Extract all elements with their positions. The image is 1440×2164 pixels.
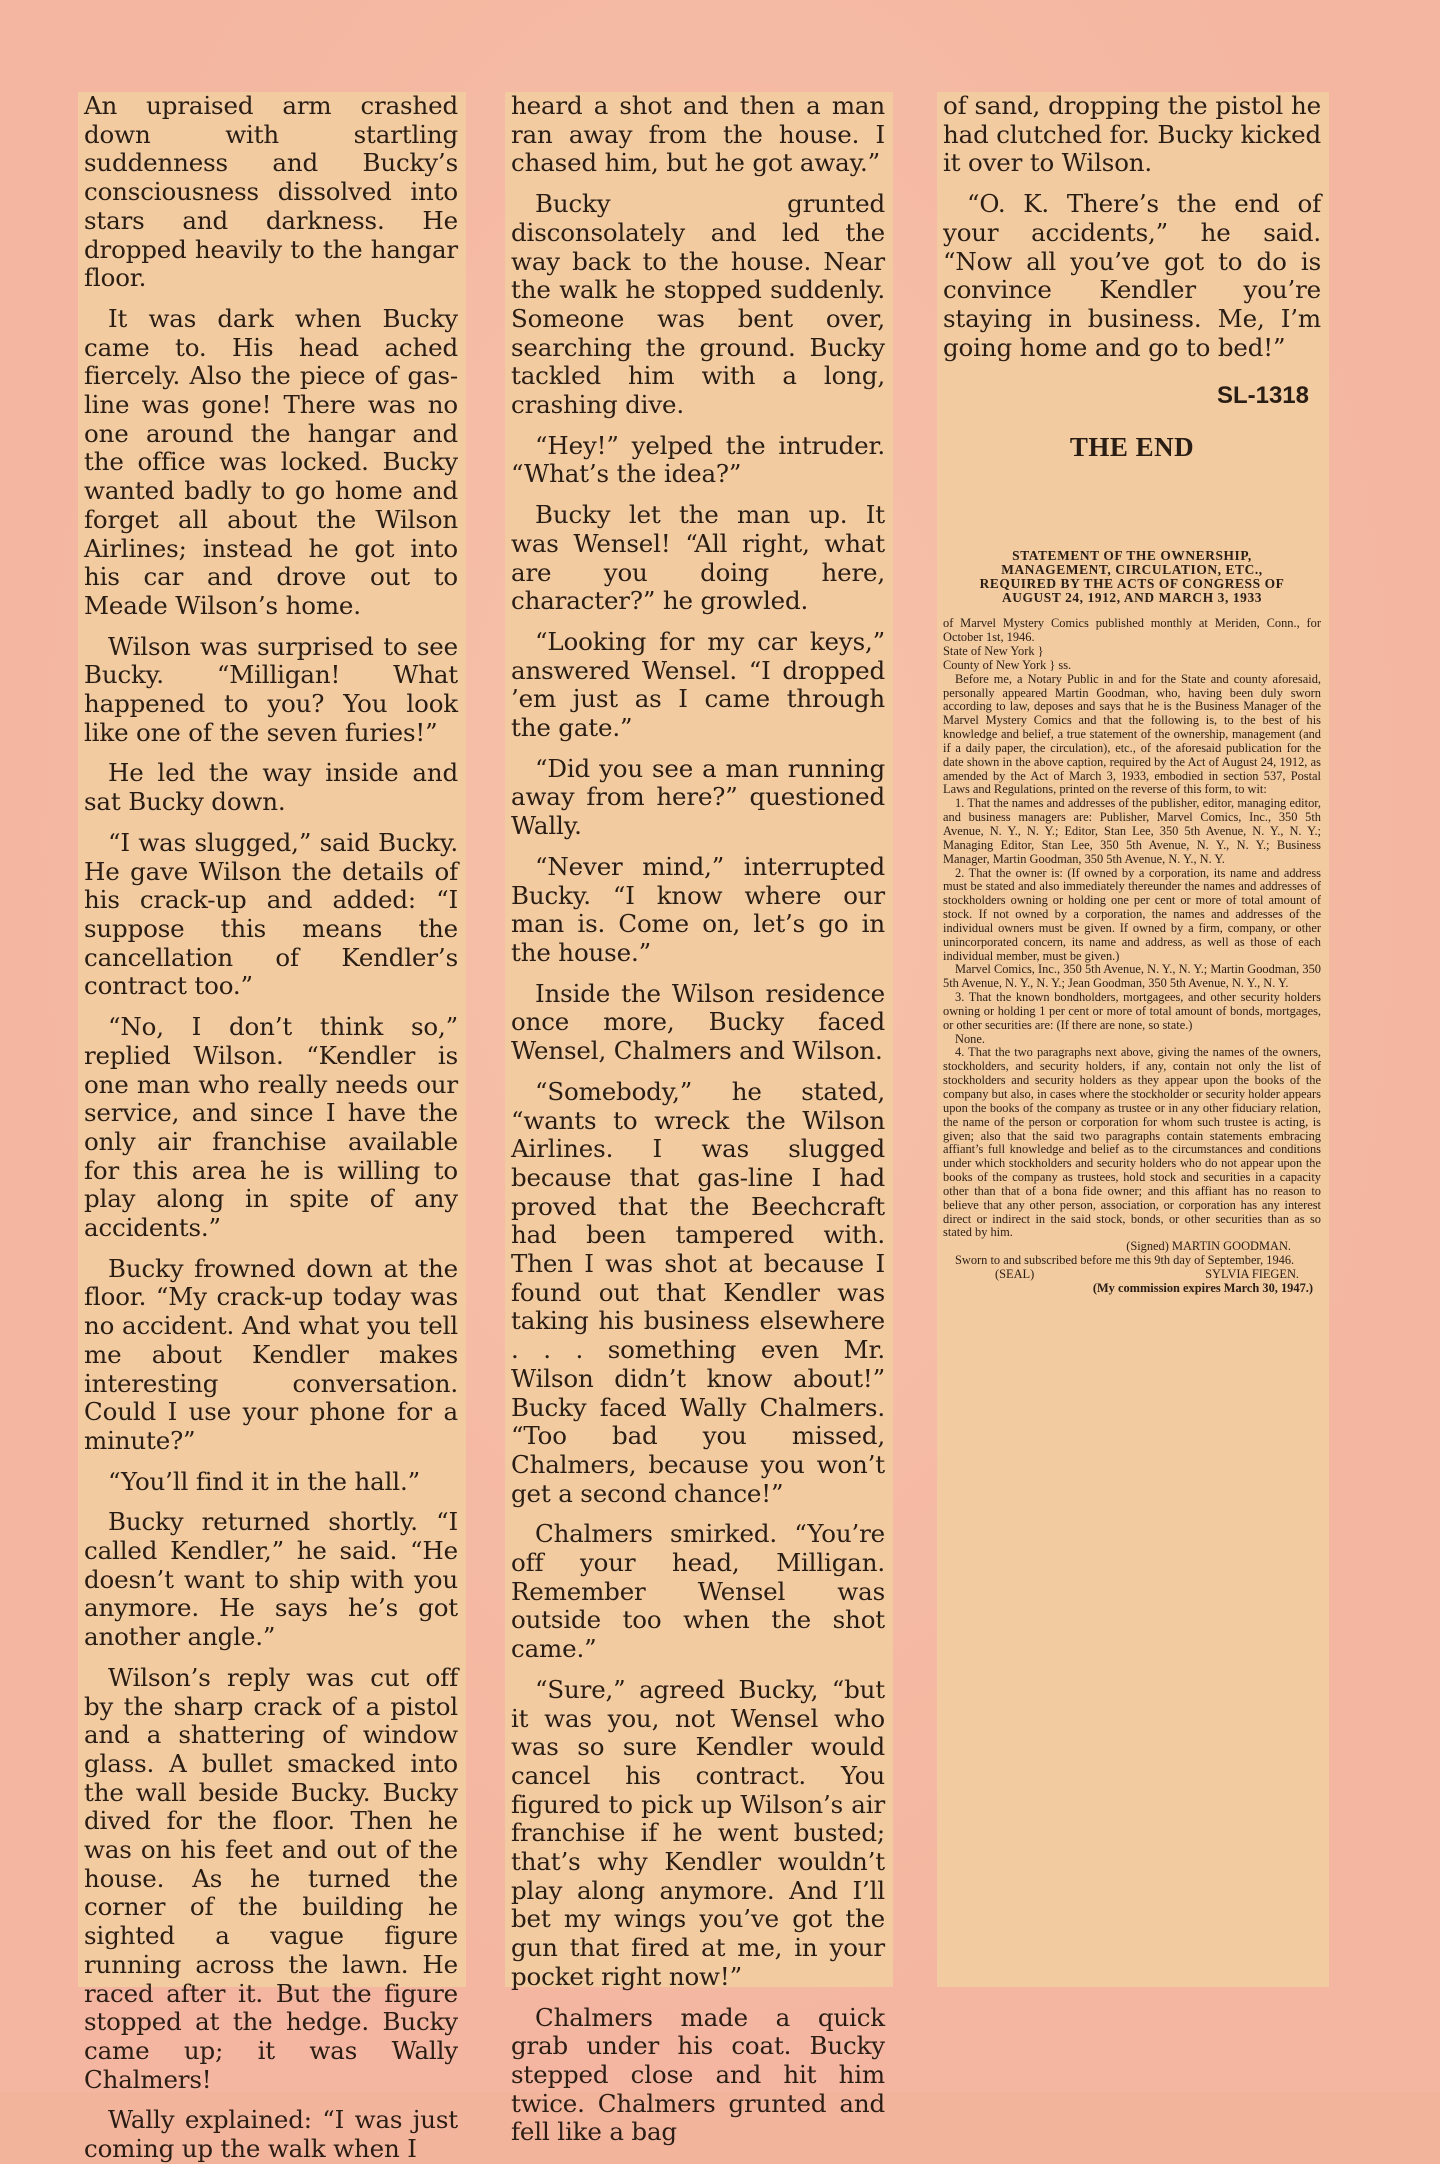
statement-para-4: 4. That the two paragraphs next above, giving the names of the owners, stockholders, and security holders, if any, contain not only the list of stockholders and security holders as they appear upon the books of the company but also, in cases where the stockholder or security holder appears upon the books of the company as trustee or in any other fiduciary relation, the name of the person or corporation for whom such trustee is acting, is given; also that the said two paragraphs contain statements embracing affiant’s full knowledge and belief as to the circumstances and conditions under which stockholders and security holders who do not appear upon the books of the company as trustees, hold stock and securities in a capacity other than that of a bona fide owner; and this affiant has no reason to believe that any other person, association, or corporation has any interest direct or indirect in the said stock, bonds, or other securities than as so stated by him. — [943, 1045, 1321, 1240]
story-paragraph: “Looking for my car keys,” answered Wensel. “I dropped ’em just as I came through the gate.” — [511, 626, 885, 743]
seal-label: (SEAL) — [995, 1266, 1035, 1281]
story-paragraph: An upraised arm crashed down with startling suddenness and Bucky’s consciousness dissolved into stars and darkness. He dropped heavily to the hangar floor. — [84, 91, 458, 293]
story-paragraph: heard a shot and then a man ran away from the house. I chased him, but he got away.” — [511, 91, 885, 178]
statement-state-line: State of New York } — [943, 644, 1044, 659]
statement-intro: of Marvel Mystery Comics published monthly at Meriden, Conn., for October 1st, 1946. — [943, 616, 1321, 645]
story-paragraph: “I was slugged,” said Bucky. He gave Wilson the details of his crack-up and added: “I suppose this means the cancellation of Kendler’s contract too.” — [84, 827, 458, 1001]
statement-signature: (Signed) MARTIN GOODMAN. — [1126, 1239, 1291, 1254]
statement-heading-line: REQUIRED BY THE ACTS OF CONGRESS OF — [979, 576, 1285, 592]
story-code: SL-1318 — [1216, 382, 1309, 410]
story-paragraph: Chalmers made a quick grab under his coat. Bucky stepped close and hit him twice. Chalmers grunted and fell like a bag — [511, 2002, 885, 2147]
story-paragraph: Wilson was surprised to see Bucky. “Milligan! What happened to you? You look like one of the seven furies!” — [84, 631, 458, 747]
commission-expiry: (My commission expires March 30, 1947.) — [1092, 1280, 1313, 1295]
story-paragraph: Bucky let the man up. It was Wensel! “All right, what are you doing here, character?” he growled. — [511, 500, 885, 616]
story-paragraph: “You’ll find it in the hall.” — [108, 1466, 420, 1496]
statement-para-3-answer: None. — [955, 1031, 985, 1046]
statement-county-line: County of New York } ss. — [943, 657, 1072, 672]
story-paragraph: “Somebody,” he stated, “wants to wreck the Wilson Airlines. I was slugged because that gas-line I had proved that the Beechcraft had been tampered with. Then I was shot at because I found out that Kendler was taking his business elsewhere . . . something even Mr. Wilson didn’t know about!” Bucky faced Wally Chalmers. “Too bad you missed, Chalmers, because you won’t get a second chance!” — [511, 1076, 885, 1508]
story-column-2 — [505, 91, 893, 2147]
statement-heading-line: MANAGEMENT, CIRCULATION, ETC., — [1001, 562, 1263, 578]
story-paragraph: Wally explained: “I was just coming up the walk when I — [84, 2105, 458, 2164]
statement-para-3: 3. That the known bondholders, mortgagees, and other security holders owning or holding 1 per cent or more of total amount of bonds, mortgages, or other securities are: (If there are none, so state.) — [943, 990, 1321, 1032]
story-paragraph: “Did you see a man running away from here?” questioned Wally. — [511, 753, 885, 841]
statement-affidavit: Before me, a Notary Public in and for the State and county aforesaid, personally appeared Martin Goodman, who, having been duly sworn according to law, deposes and says that he is the Business Manager of the Marvel Mystery Comics and that the following is, to the best of his knowledge and belief, a true statement of the ownership, management (and if a daily paper, the circulation), etc., of the aforesaid publication for the date shown in the above caption, required by the Act of August 24, 1912, as amended by the Act of March 3, 1933, embodied in section 537, Postal Laws and Regulations, printed on the reverse of this form, to wit: — [943, 671, 1321, 797]
story-paragraph: “O. K. There’s the end of your accidents,” he said. “Now all you’ve got to do is convince Kendler you’re staying in business. Me, I’m going home and go to bed!” — [943, 189, 1321, 362]
story-paragraph: of sand, dropping the pistol he had clutched for. Bucky kicked it over to Wilson. — [943, 91, 1321, 178]
seal-row — [943, 1268, 1321, 1282]
story-paragraph: Bucky returned shortly. “I called Kendler,” he said. “He doesn’t want to ship with you anymore. He says he’s got another angle.” — [84, 1507, 458, 1652]
story-column-1 — [78, 91, 466, 2164]
statement-heading-line: STATEMENT OF THE OWNERSHIP, — [1012, 548, 1252, 564]
story-paragraph: Wilson’s reply was cut off by the sharp crack of a pistol and a shattering of window glass. A bullet smacked into the wall beside Bucky. Bucky dived for the floor. Then he was on his feet and out of the house. As he turned the corner of the building he sighted a vague figure running across the lawn. He raced after it. But the figure stopped at the hedge. Bucky came up; it was Wally Chalmers! — [84, 1662, 458, 2094]
story-paragraph: “Never mind,” interrupted Bucky. “I know where our man is. Come on, let’s go in the house.” — [511, 851, 885, 967]
statement-heading-line: AUGUST 24, 1912, AND MARCH 3, 1933 — [1001, 590, 1263, 606]
story-paragraph: Inside the Wilson residence once more, Bucky faced Wensel, Chalmers and Wilson. — [511, 978, 885, 1066]
story-paragraph: “No, I don’t think so,” replied Wilson. “Kendler is one man who really needs our service, and since I have the only air franchise available for this area he is willing to play along in spite of any accidents.” — [84, 1012, 458, 1243]
story-column-3 — [937, 92, 1329, 1987]
statement-sworn: Sworn to and subscribed before me this 9th day of September, 1946. — [955, 1253, 1295, 1268]
ownership-statement — [943, 617, 1321, 1295]
story-paragraph: “Hey!” yelped the intruder. “What’s the idea?” — [511, 430, 885, 489]
story-paragraph: Bucky frowned down at the floor. “My crack-up today was no accident. And what you tell me about Kendler makes interesting conversation. Could I use your phone for a minute?” — [84, 1253, 458, 1455]
statement-heading — [943, 549, 1321, 605]
story-paragraph: “Sure,” agreed Bucky, “but it was you, not Wensel who was so sure Kendler would cancel his contract. You figured to pick up Wilson’s air franchise if he went busted; that’s why Kendler wouldn’t play along anymore. And I’ll bet my wings you’ve got the gun that fired at me, in your pocket right now!” — [511, 1674, 885, 1991]
notary-name: SYLVIA FIEGEN. — [1205, 1266, 1299, 1281]
story-paragraph: Bucky grunted disconsolately and led the way back to the house. Near the walk he stopped suddenly. Someone was bent over, searching the ground. Bucky tackled him with a long, crashing dive. — [511, 189, 885, 420]
story-paragraph: Chalmers smirked. “You’re off your head, Milligan. Remember Wensel was outside too when the shot came.” — [511, 1519, 885, 1664]
statement-para-2: 2. That the owner is: (If owned by a corporation, its name and address must be stated and also immediately thereunder the names and addresses of stockholders owning or holding one per cent or more of total amount of stock. If not owned by a corporation, the names and addresses of the individual owners must be given. If owned by a firm, company, or other unincorporated concern, its name and address, as well as those of each individual member, must be given.) — [943, 865, 1321, 963]
story-paragraph: He led the way inside and sat Bucky down. — [84, 758, 458, 817]
story-paragraph: It was dark when Bucky came to. His head ached fiercely. Also the piece of gas-line was gone! There was no one around the hangar and the office was locked. Bucky wanted badly to go home and forget all about the Wilson Airlines; instead he got into his car and drove out to Meade Wilson’s home. — [84, 303, 458, 620]
statement-para-1: 1. That the names and addresses of the publisher, editor, managing editor, and business managers are: Publisher, Marvel Comics, Inc., 350 5th Avenue, N. Y., N. Y.; Editor, Stan Lee, 350 5th Avenue, N. Y., N. Y.; Managing Editor, Stan Lee, 350 5th Avenue, N. Y., N. Y.; Business Manager, Martin Goodman, 350 5th Avenue, N. Y., N. Y. — [943, 796, 1321, 866]
the-end-label: THE END — [1069, 432, 1195, 463]
statement-para-2-owners: Marvel Comics, Inc., 350 5th Avenue, N. Y., N. Y.; Martin Goodman, 350 5th Avenue, N. Y., N. Y.; Jean Goodman, 350 5th Avenue, N. Y., N. Y. — [943, 962, 1321, 991]
